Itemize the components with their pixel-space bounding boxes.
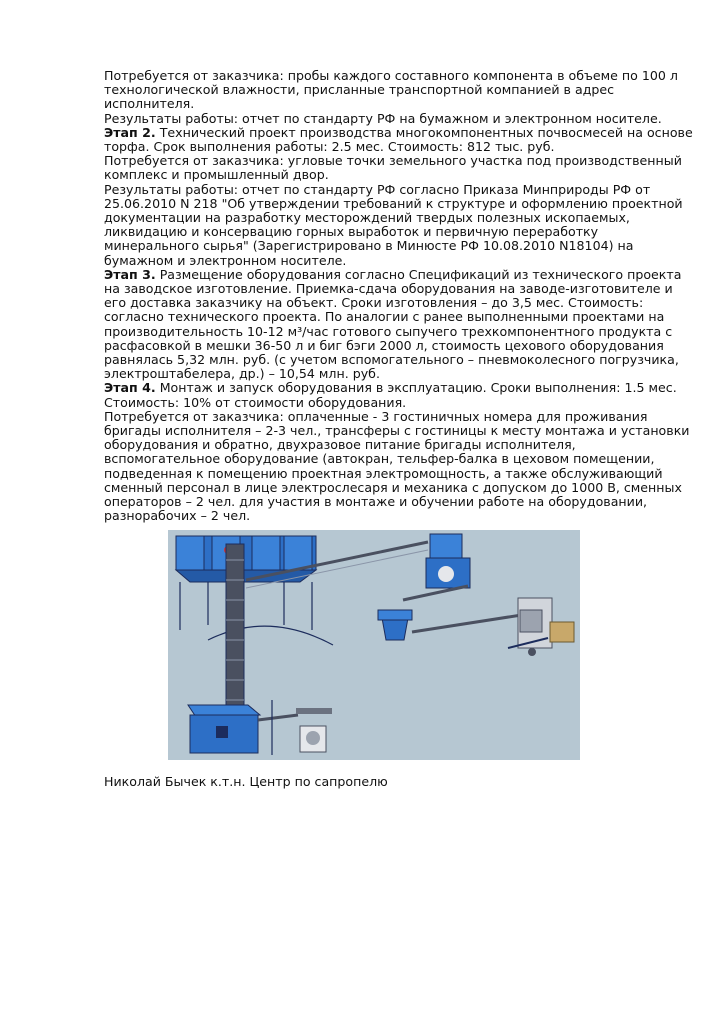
paragraph: Результаты работы: отчет по стандарту РФ согласно Приказа Минприроды РФ от 25.06.2010 N 218 "Об утверждении требований к структуре и оформлению проектной документации на разработку месторождений твердых полезных ископаемых, ликвидацию и консервацию горных выработок и первичную переработку минерального сырья" (Зарегистрировано в Минюсте РФ 10.08.2010 N18104) на бумажном и электронном носителе. xyxy=(104,181,683,268)
signature-line: Николай Бычек к.т.н. Центр по сапропелю xyxy=(104,774,388,789)
paragraph: Результаты работы: отчет по стандарту РФ на бумажном и электронном носителе. xyxy=(104,110,662,126)
paragraph: Потребуется от заказчика: угловые точки земельного участка под производственный комплекс и промышленный двор. xyxy=(104,153,682,183)
paragraph-stage-3: Этап 3. Размещение оборудования согласно Спецификаций из технического проекта на заводское изготовление. Приемка-сдача оборудования на заводе-изготовителе и его доставка заказчику на объект. Сроки изготовления – до 3,5 мес. Стоимость: согласно технического проекта. По аналогии с ранее выполненными проектами на производительность 10-12 м³/час готового сыпучего трехкомпонентного продукта с расфасовкой в мешки 36-50 л и биг бэги 2000 л, стоимость цехового оборудования равнялась 5,32 млн. руб. (с учетом вспомогательного – пневмоколесного погрузчика, электроштабелера, др.) – 10,54 млн. руб. xyxy=(104,266,682,382)
stage-label: Этап 3. xyxy=(104,266,156,282)
stage-label: Этап 2. xyxy=(104,124,156,140)
paragraph-stage-2: Этап 2. Технический проект производства многокомпонентных почвосмесей на основе торфа. Срок выполнения работы: 2.5 мес. Стоимость: 812 тыс. руб. xyxy=(104,124,693,155)
paragraph: Потребуется от заказчика: оплаченные - 3 гостиничных номера для проживания бригады исполнителя – 2-3 чел., трансферы с гостиницы к месту монтажа и установки оборудования и обратно, двухразовое питание бригады исполнителя, вспомогательное оборудование (автокран, тельфер-балка в цеховом помещении, подведенная к помещению проектная электромощность, а также обслуживающий сменный персонал в лице электрослесаря и механика с допуском до 1000 В, сменных операторов – 2 чел. для участия в монтаже и обучении работе на оборудовании, разнорабочих – 2 чел. xyxy=(104,408,690,524)
stage-label: Этап 4. xyxy=(104,380,156,396)
equipment-layout-illustration xyxy=(168,530,580,760)
body-text xyxy=(104,69,694,524)
paragraph-stage-4: Этап 4. Монтаж и запуск оборудования в эксплуатацию. Сроки выполнения: 1.5 мес. Стоимость: 10% от стоимости оборудования. xyxy=(104,380,677,410)
paragraph: Потребуется от заказчика: пробы каждого составного компонента в объеме по 100 л технологической влажности, присланные транспортной компанией в адрес исполнителя. xyxy=(104,68,678,112)
